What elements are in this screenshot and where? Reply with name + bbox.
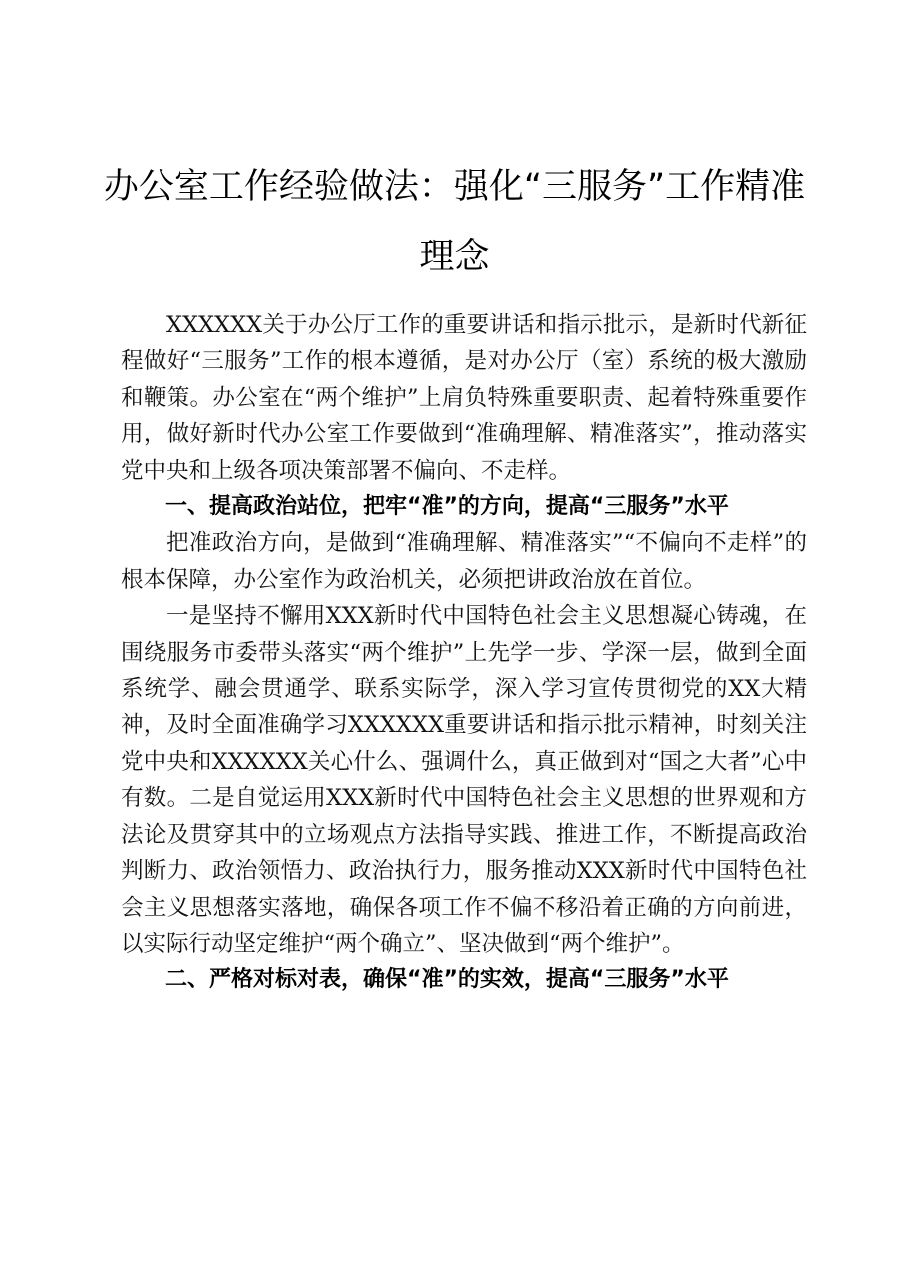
- paragraph-section-1-points: 一是坚持不懈用XXX新时代中国特色社会主义思想凝心铸魂，在围绕服务市委带头落实“两个维护”上先学一步、学深一层，做到全面系统学、融会贯通学、联系实际学，深入学习宣传贯彻党的XX大精神，及时全面准确学习XXXXXX重要讲话和指示批示精神，时刻关注党中央和XXXXXX关心什么、强调什么，真正做到对“国之大者”心中有数。二是自觉运用XXX新时代中国特色社会主义思想的世界观和方法论及贯穿其中的立场观点方法指导实践、推进工作，不断提高政治判断力、政治领悟力、政治执行力，服务推动XXX新时代中国特色社会主义思想落实落地，确保各项工作不偏不移沿着正确的方向前进，以实际行动坚定维护“两个确立”、坚决做到“两个维护”。: [121, 603, 807, 957]
- document-title: 办公室工作经验做法：强化“三服务”工作精准理念: [103, 167, 806, 277]
- section-heading-1: 一、提高政治站位，把牢“准”的方向，提高“三服务”水平: [165, 494, 729, 520]
- section-heading-2: 二、严格对标对表，确保“准”的实效，提高“三服务”水平: [165, 967, 729, 993]
- document-body: [121, 307, 807, 999]
- paragraph-section-1-lead: 把准政治方向，是做到“准确理解、精准落实”“不偏向不走样”的根本保障，办公室作为政治机关，必须把讲政治放在首位。: [121, 530, 807, 593]
- paragraph-intro: XXXXXX关于办公厅工作的重要讲话和指示批示，是新时代新征程做好“三服务”工作的根本遵循，是对办公厅（室）系统的极大激励和鞭策。办公室在“两个维护”上肩负特殊重要职责、起着特殊重要作用，做好新时代办公室工作要做到“准确理解、精准落实”，推动落实党中央和上级各项决策部署不偏向、不走样。: [121, 312, 807, 484]
